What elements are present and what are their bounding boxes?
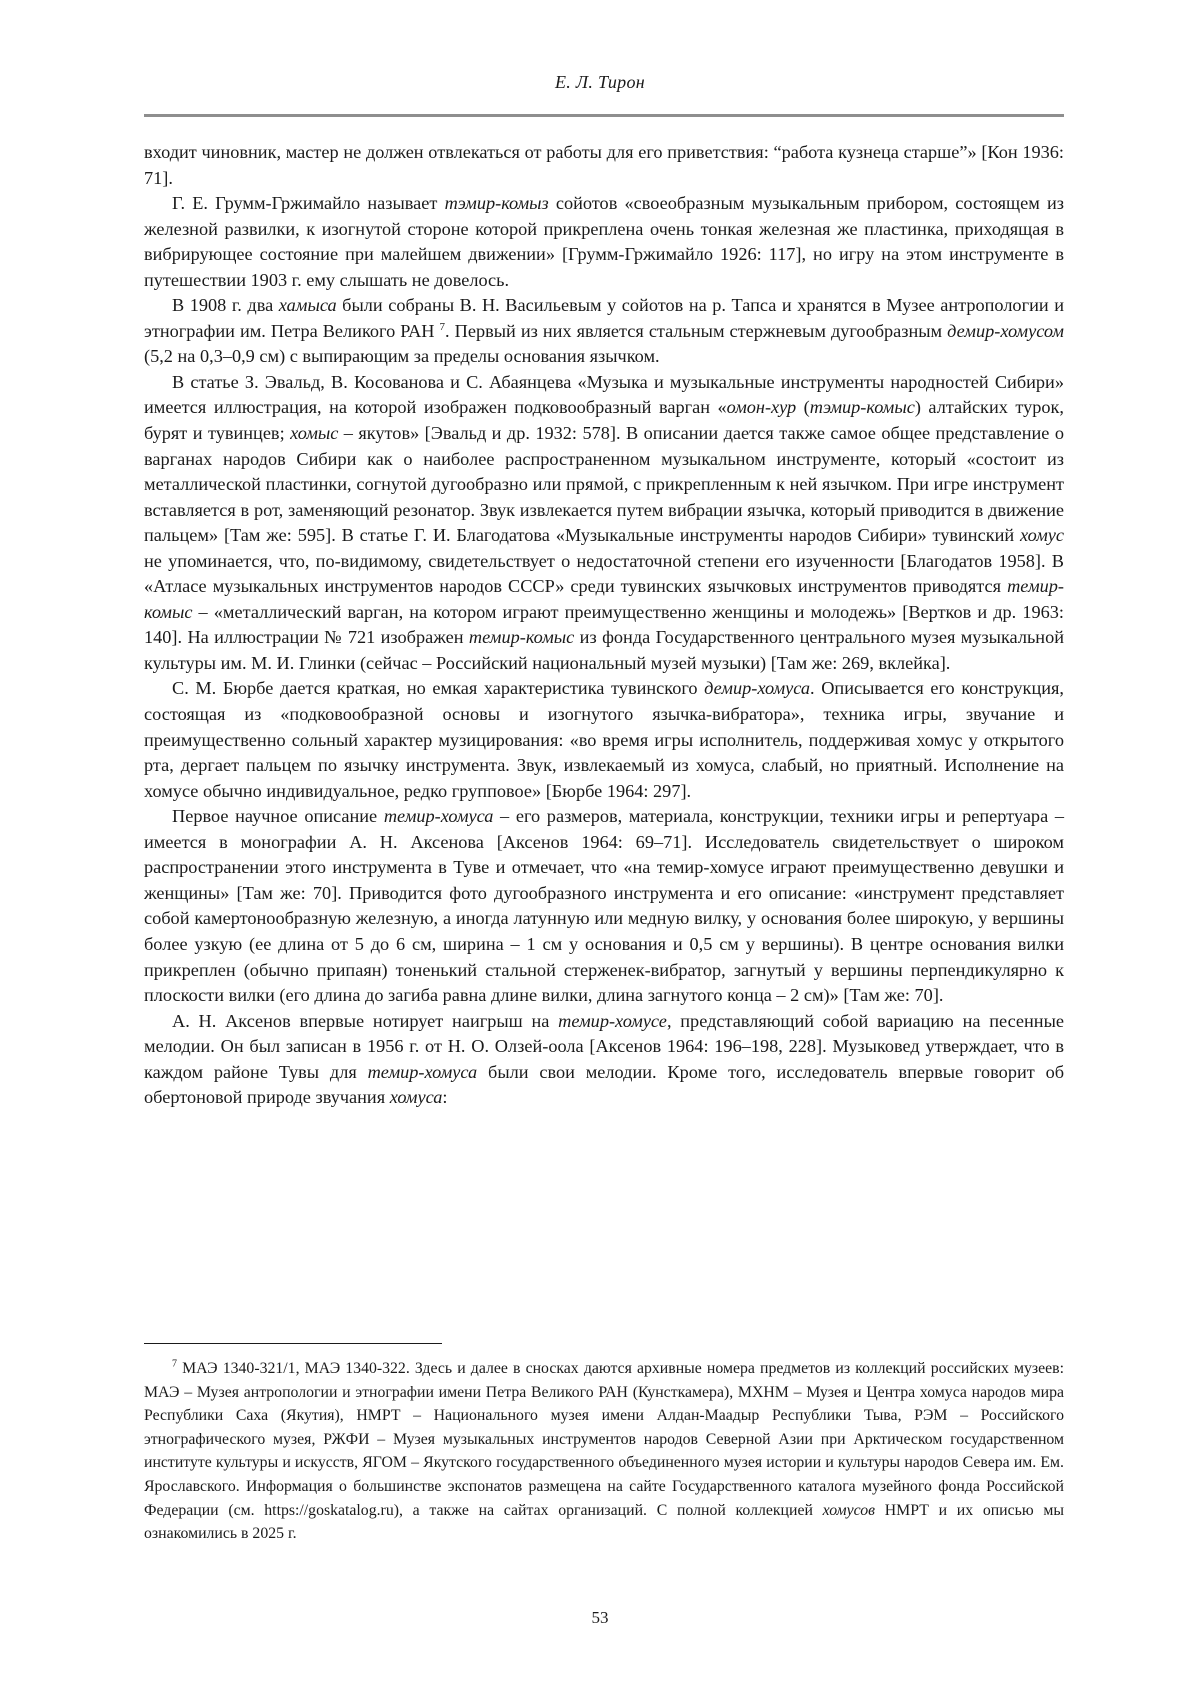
- footnote-marker: 7: [172, 1358, 177, 1370]
- header-rule: [144, 114, 1064, 117]
- paragraph-7: А. Н. Аксенов впервые нотирует наигрыш на темир-хомусе, представляющий собой вариацию на песенные мелодии. Он был записан в 1956 г. от Н. О. Олзей-оола [Аксенов 1964: 196–198, 228]. Музыковед утверждает, что в каждом районе Тувы для темир-хомуса были свои мелодии. Кроме того, исследователь впервые говорит об обертоновой природе звучания хомуса:: [144, 1010, 1065, 1108]
- paragraph-6: Первое научное описание темир-хомуса – его размеров, материала, конструкции, техники игры и репертуара – имеется в монографии А. Н. Аксенова [Аксенов 1964: 69–71]. Исследователь свидетельствует о широком распространении этого инструмента в Туве и отмечает, что «на темир-хомусе играют преимущественно девушки и женщины» [Там же: 70]. Приводится фото дугообразного инструмента и его описание: «инструмент представляет собой камертонообразную железную, а иногда латунную или медную вилку, у основания более широкую, у вершины более узкую (ее длина от 5 до 6 см, ширина – 1 см у основания и 0,5 см у вершины). В центре основания вилки прикреплен (обычно припаян) тоненький стальной стерженек-вибратор, загнутый у вершины перпендикулярно к плоскости вилки (его длина до загиба равна длине вилки, длина загнутого конца – 2 см)» [Там же: 70].: [144, 806, 1064, 1006]
- paragraph-1: входит чиновник, мастер не должен отвлекаться от работы для его приветствия: “работа кузнеца старше”» [Кон 1936: 71].: [144, 142, 1064, 188]
- paragraph-5: С. М. Бюрбе дается краткая, но емкая характеристика тувинского демир-хомуса. Описывается его конструкция, состоящая из «подковообразной основы и изогнутого язычка-вибратора», техника игры, звучание и преимущественно сольный характер музицирования: «во время игры исполнитель, поддерживая хомус у открытого рта, дергает пальцем по язычку инструмента. Звук, извлекаемый из хомуса, слабый, но приятный. Исполнение на хомусе обычно индивидуальное, редко групповое» [Бюрбе 1964: 297].: [144, 678, 1064, 801]
- footnote-rule: [144, 1343, 442, 1344]
- footnote-ref-7[interactable]: 7: [439, 320, 446, 333]
- paragraph-2: Г. Е. Грумм-Гржимайло называет тэмир-комыз сойотов «своеобразным музыкальным прибором, состоящем из железной развилки, к изогнутой стороне которой прикреплена очень тонкая железная же пластинка, приходящая в вибрирующее состояние при малейшем движении» [Грумм-Гржимайло 1926: 117], но игру на этом инструменте в путешествии 1903 г. ему слышать не довелось.: [144, 193, 1064, 290]
- running-head: Е. Л. Тирон: [555, 72, 645, 92]
- paragraph-3: В 1908 г. два хамыса были собраны В. Н. Васильевым у сойотов на р. Тапса и хранятся в Музее антропологии и этнографии им. Петра Великого РАН $^7$. Первый из них является стальным стержневым дугообразным демир-хомусом (5,2 на 0,3–0,9 см) с выпирающим за пределы основания язычком.: [144, 295, 1064, 367]
- page-number: 53: [591, 1608, 609, 1627]
- paragraph-4: В статье З. Эвальд, В. Косованова и С. Абаянцева «Музыка и музыкальные инструменты народностей Сибири» имеется иллюстрация, на которой изображен подковообразный варган «омон-хур (тэмир-комыс) алтайских турок, бурят и тувинцев; хомыс – якутов» [Эвальд и др. 1932: 578]. В описании дается также самое общее представление о варганах народов Сибири как о наиболее распространенном музыкальном инструменте, который «состоит из металлической пластинки, согнутой дугообразно или прямой, с прикрепленным к ней язычком. При игре инструмент вставляется в рот, заменяющий резонатор. Звук извлекается путем вибрации язычка, который приводится в движение пальцем» [Там же: 595]. В статье Г. И. Благодатова «Музыкальные инструменты народов Сибири» тувинский хомус не упоминается, что, по-видимому, свидетельствует о недостаточной степени его изученности [Благодатов 1958]. В «Атласе музыкальных инструментов народов СССР» среди тувинских язычковых инструментов приводятся темир-комыс – «металлический варган, на котором играют преимущественно женщины и молодежь» [Вертков и др. 1963: 140]. На иллюстрации № 721 изображен темир-комыс из фонда Государственного центрального музея музыкальной культуры им. М. И. Глинки (сейчас – Российский национальный музей музыки) [Там же: 269, вклейка].: [144, 371, 1065, 673]
- body-text: [144, 140, 1064, 1111]
- footnote-7: $^7$ МАЭ 1340-321/1, МАЭ 1340-322. Здесь и далее в сносках даются архивные номера предметов из коллекций российских музеев: МАЭ – Музея антропологии и этнографии имени Петра Великого РАН (Кунсткамера), МХНМ – Музея и Центра хомуса народов мира Республики Саха (Якутия), НМРТ – Национального музея имени Алдан-Маадыр Республики Тыва, РЭМ – Российского этнографического музея, РЖФИ – Музея музыкальных инструментов народов Северной Азии при Арктическом государственном институте культуры и искусств, ЯГОМ – Якутского государственного объединенного музея истории и культуры народов Севера им. Ем. Ярославского. Информация о большинстве экспонатов размещена на сайте Государственного каталога музейного фонда Российской Федерации (см. https://goskatalog.ru), а также на сайтах организаций. С полной коллекцией хомусов НМРТ и их описью мы ознакомились в 2025 г.: [144, 1358, 1064, 1543]
